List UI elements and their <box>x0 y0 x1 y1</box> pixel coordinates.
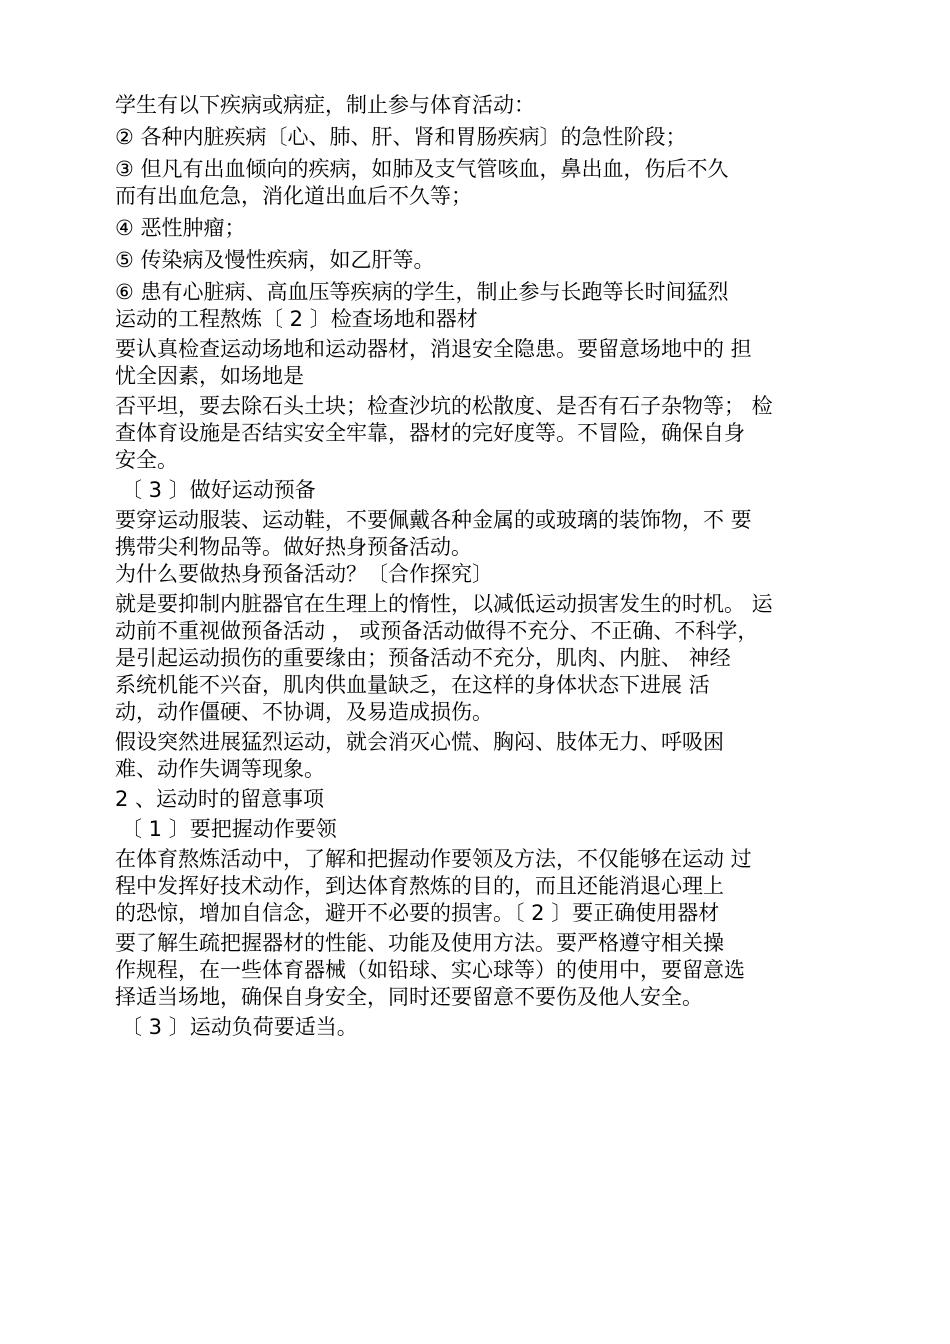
text-line: 2 、运动时的留意事项 <box>115 787 325 811</box>
text-line: 为什么要做热身预备活动？〔合作探究〕 <box>115 562 493 586</box>
text-line: ⑤ 传染病及慢性疾病，如乙肝等。 <box>115 248 435 272</box>
text-line: 学生有以下疾病或病症，制止参与体育活动： <box>115 93 535 117</box>
text-line: 〔 3 〕运动负荷要适当。 <box>121 1015 358 1039</box>
text-line: 安全。 <box>115 448 178 472</box>
text-line: 在体育熬炼活动中，了解和把握动作要领及方法，不仅能够在运动 过 <box>115 847 752 871</box>
text-line: 程中发挥好技术动作，到达体育熬炼的目的，而且还能消退心理上 <box>115 874 724 898</box>
text-line: 择适当场地，确保自身安全，同时还要留意不要伤及他人安全。 <box>115 985 703 1009</box>
text-line: ④ 恶性肿瘤； <box>115 216 246 240</box>
text-line: 要了解生疏把握器材的性能、功能及使用方法。要严格遵守相关操 <box>115 931 724 955</box>
text-line: ③ 但凡有出血倾向的疾病，如肺及支气管咳血，鼻出血，伤后不久 <box>115 157 729 181</box>
text-line: 是引起运动损伤的重要缘由；预备活动不充分，肌肉、内脏、 神经 <box>115 646 731 670</box>
text-line: 系统机能不兴奋，肌肉供血量缺乏，在这样的身体状态下进展 活 <box>115 673 710 697</box>
text-line: 〔 1 〕要把握动作要领 <box>121 817 337 841</box>
text-line: 要认真检查运动场地和运动器材，消退安全隐患。要留意场地中的 担 <box>115 337 752 361</box>
text-line: ② 各种内脏疾病〔心、肺、肝、肾和胃肠疾病〕的急性阶段； <box>115 125 687 149</box>
text-line: 查体育设施是否结实安全牢靠，器材的完好度等。不冒险，确保自身 <box>115 421 745 445</box>
text-line: 〔 3 〕做好运动预备 <box>121 478 316 502</box>
text-line: 动，动作僵硬、不协调，及易造成损伤。 <box>115 700 493 724</box>
text-line: 忧全因素，如场地是 <box>115 364 304 388</box>
text-line: ⑥ 患有心脏病、高血压等疾病的学生，制止参与长跑等长时间猛烈 <box>115 280 729 304</box>
text-line: 难、动作失调等现象。 <box>115 757 325 781</box>
text-line: 携带尖利物品等。做好热身预备活动。 <box>115 535 472 559</box>
text-line: 否平坦，要去除石头土块；检查沙坑的松散度、是否有石子杂物等； 检 <box>115 394 773 418</box>
text-line: 假设突然进展猛烈运动，就会消灭心慌、胸闷、肢体无力、呼吸困 <box>115 730 724 754</box>
text-line: 动前不重视做预备活动 ， 或预备活动做得不充分、不正确、不科学， <box>115 619 759 643</box>
text-line: 就是要抑制内脏器官在生理上的惰性，以减低运动损害发生的时机。 运 <box>115 592 773 616</box>
text-line: 作规程，在一些体育器械（如铅球、实心球等）的使用中，要留意选 <box>115 958 745 982</box>
document-page <box>115 92 845 1041</box>
text-line: 的恐惊，增加自信念，避开不必要的损害。〔 2 〕要正确使用器材 <box>115 901 720 925</box>
text-line: 要穿运动服装、运动鞋，不要佩戴各种金属的或玻璃的装饰物，不 要 <box>115 508 752 532</box>
text-line: 而有出血危急，消化道出血后不久等； <box>115 184 472 208</box>
text-line: 运动的工程熬炼〔 2 〕检查场地和器材 <box>115 307 478 331</box>
